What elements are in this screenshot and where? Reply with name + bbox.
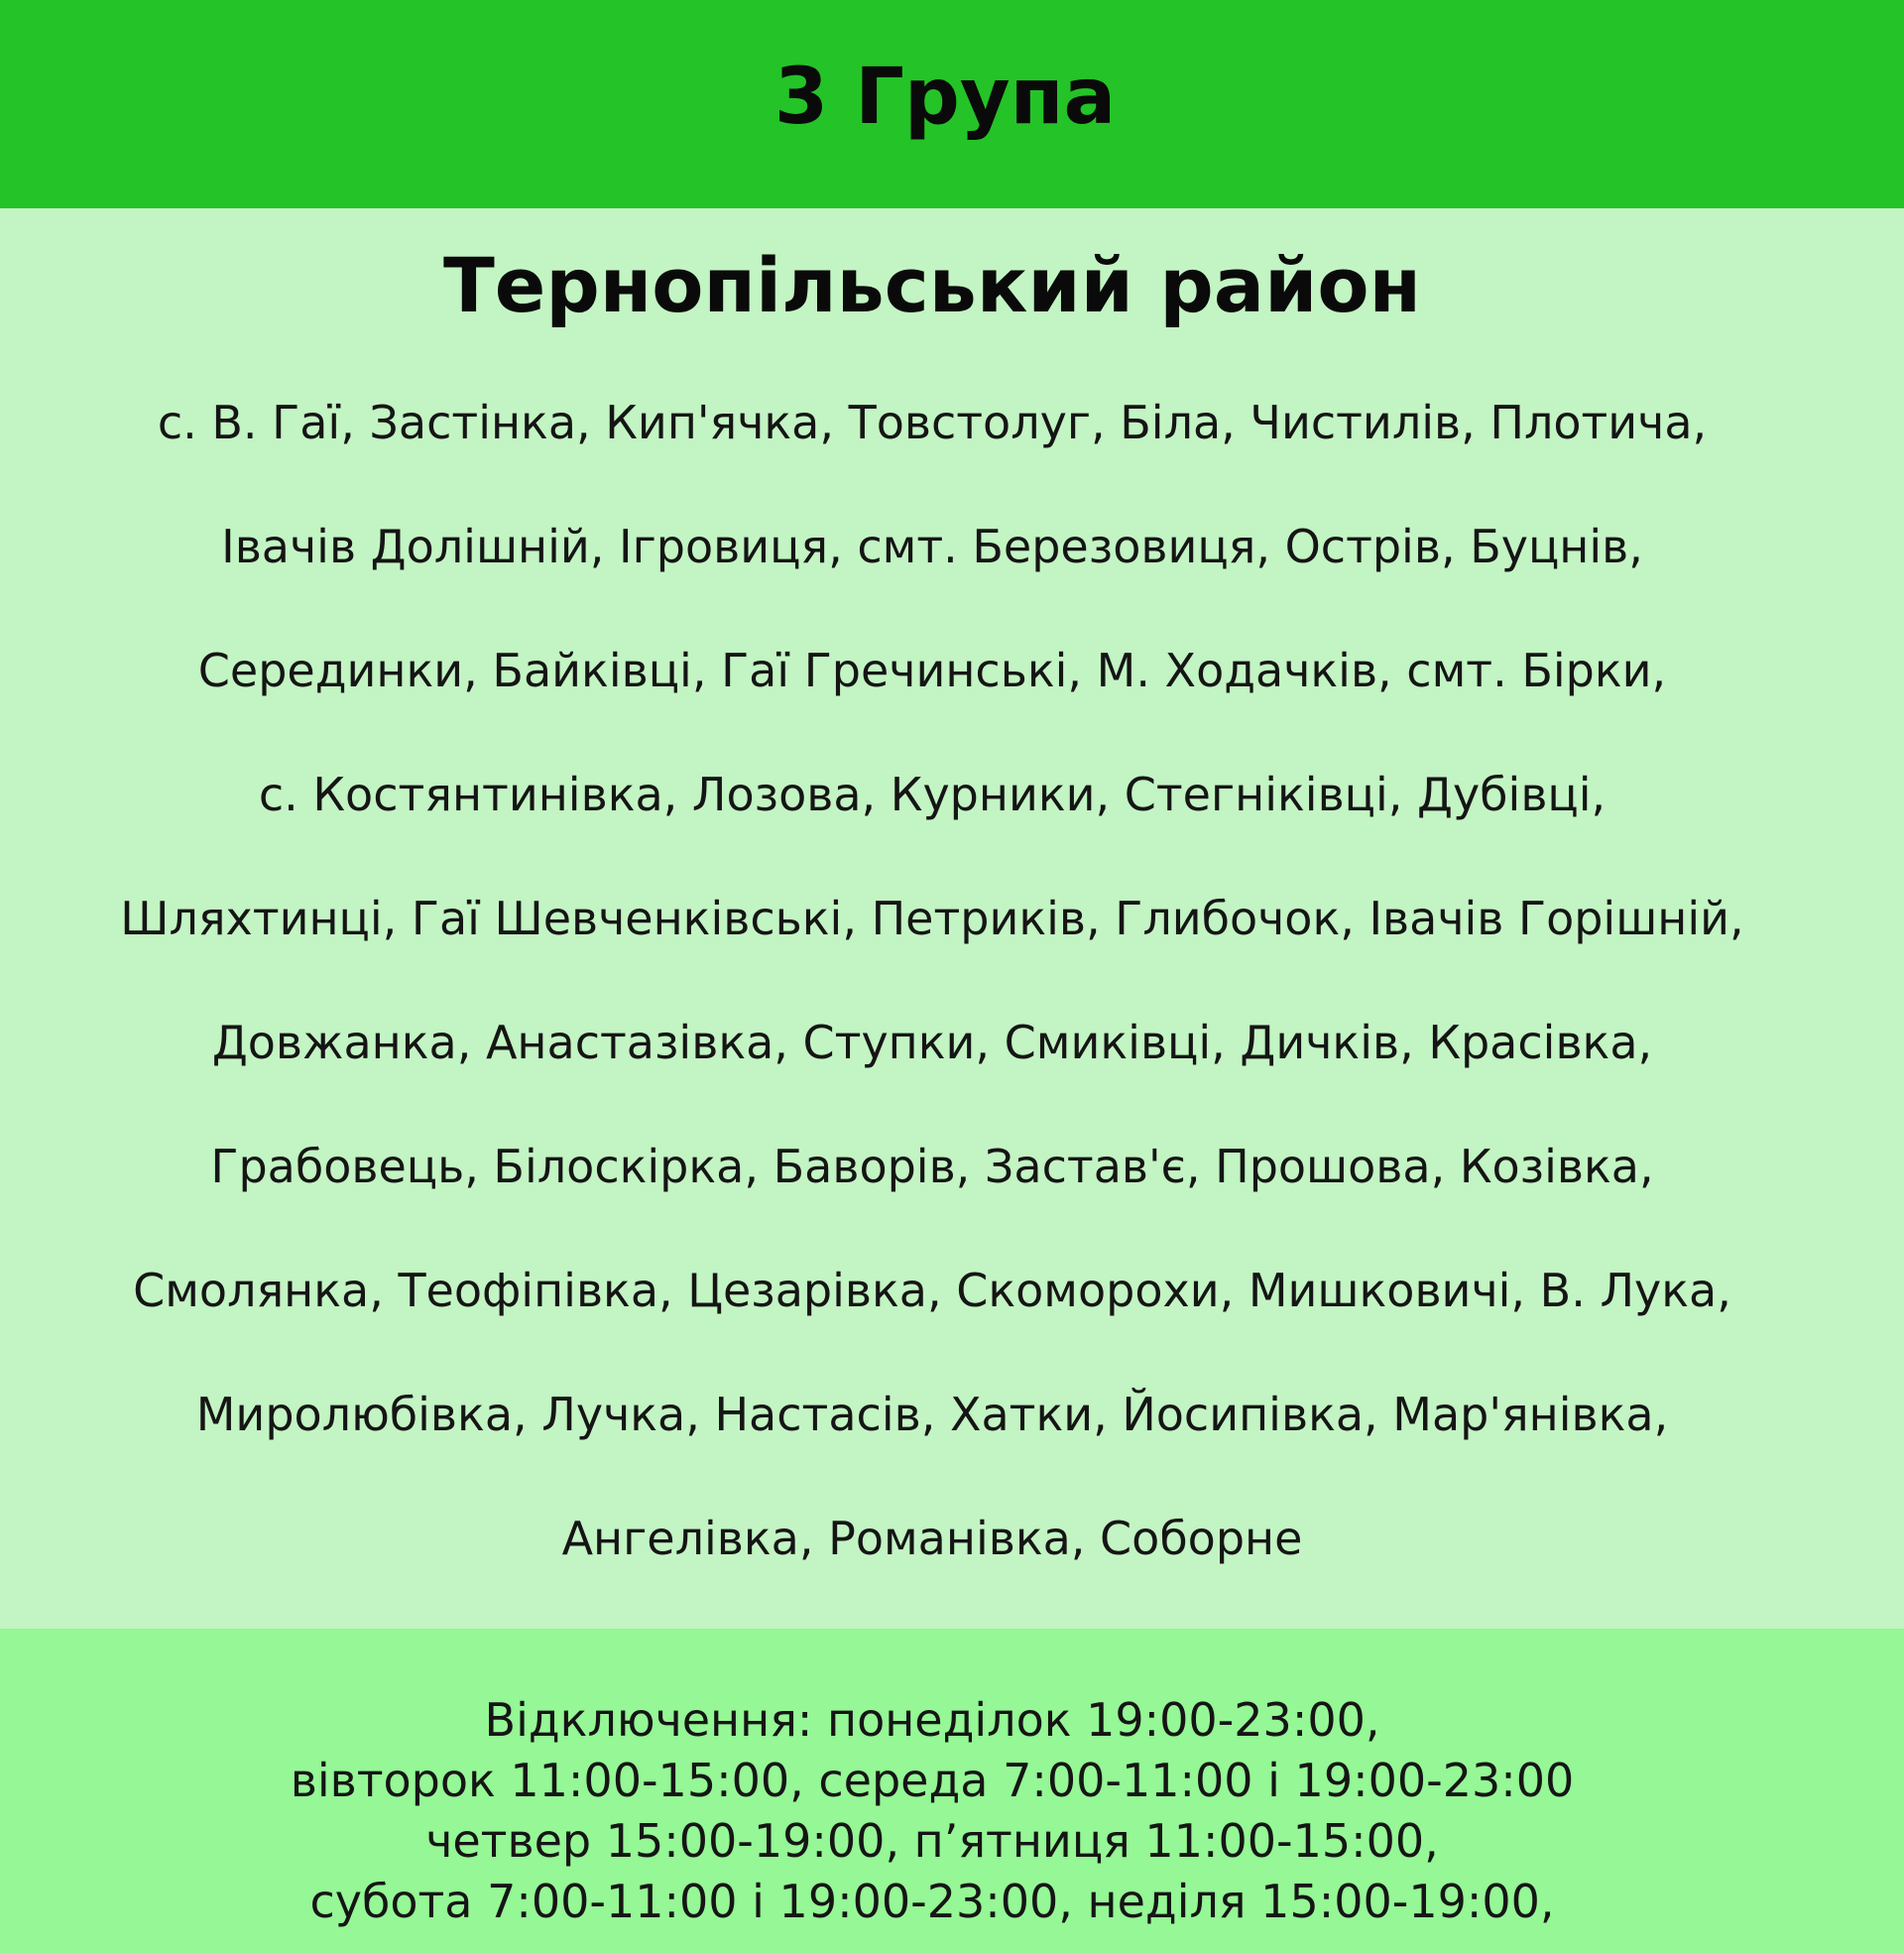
village-line: Серединки, Байківці, Гаї Гречинські, М. Ходачків, смт. Бірки, bbox=[197, 644, 1667, 697]
outage-schedule bbox=[0, 1690, 1864, 1932]
schedule-line: четвер 15:00-19:00, п’ятниця 11:00-15:00, bbox=[425, 1814, 1439, 1868]
village-line: Шляхтинці, Гаї Шевченківські, Петриків, Глибочок, Івачів Горішній, bbox=[120, 892, 1744, 945]
village-line: Миролюбівка, Лучка, Настасів, Хатки, Йосипівка, Мар'янівка, bbox=[195, 1388, 1669, 1441]
village-line: с. Костянтинівка, Лозова, Курники, Стегніківці, Дубівці, bbox=[258, 768, 1606, 821]
schedule-section bbox=[0, 1629, 1904, 1953]
village-line: Івачів Долішній, Ігровиця, смт. Березовиця, Острів, Буцнів, bbox=[221, 520, 1643, 573]
schedule-line: субота 7:00-11:00 і 19:00-23:00, неділя 15:00-19:00, bbox=[309, 1875, 1555, 1928]
group-title: 3 Група bbox=[774, 53, 1117, 142]
village-line: с. В. Гаї, Застінка, Кип'ячка, Товстолуг, Біла, Чистилів, Плотича, bbox=[157, 396, 1708, 449]
village-line: Грабовець, Білоскірка, Баворів, Застав'є, Прошова, Козівка, bbox=[210, 1140, 1654, 1193]
village-line: Смолянка, Теофіпівка, Цезарівка, Скоморохи, Мишковичі, В. Лука, bbox=[133, 1264, 1731, 1317]
district-section bbox=[0, 208, 1904, 1629]
schedule-line: вівторок 11:00-15:00, середа 7:00-11:00 і 19:00-23:00 bbox=[290, 1754, 1575, 1807]
district-title: Тернопільський район bbox=[442, 241, 1422, 329]
village-list bbox=[0, 396, 1864, 1639]
village-line: Довжанка, Анастазівка, Ступки, Смиківці, Дичків, Красівка, bbox=[211, 1016, 1653, 1069]
schedule-line: Відключення: понеділок 19:00-23:00, bbox=[484, 1693, 1380, 1747]
group-header bbox=[0, 0, 1904, 208]
village-line: Ангелівка, Романівка, Соборне bbox=[561, 1512, 1303, 1565]
